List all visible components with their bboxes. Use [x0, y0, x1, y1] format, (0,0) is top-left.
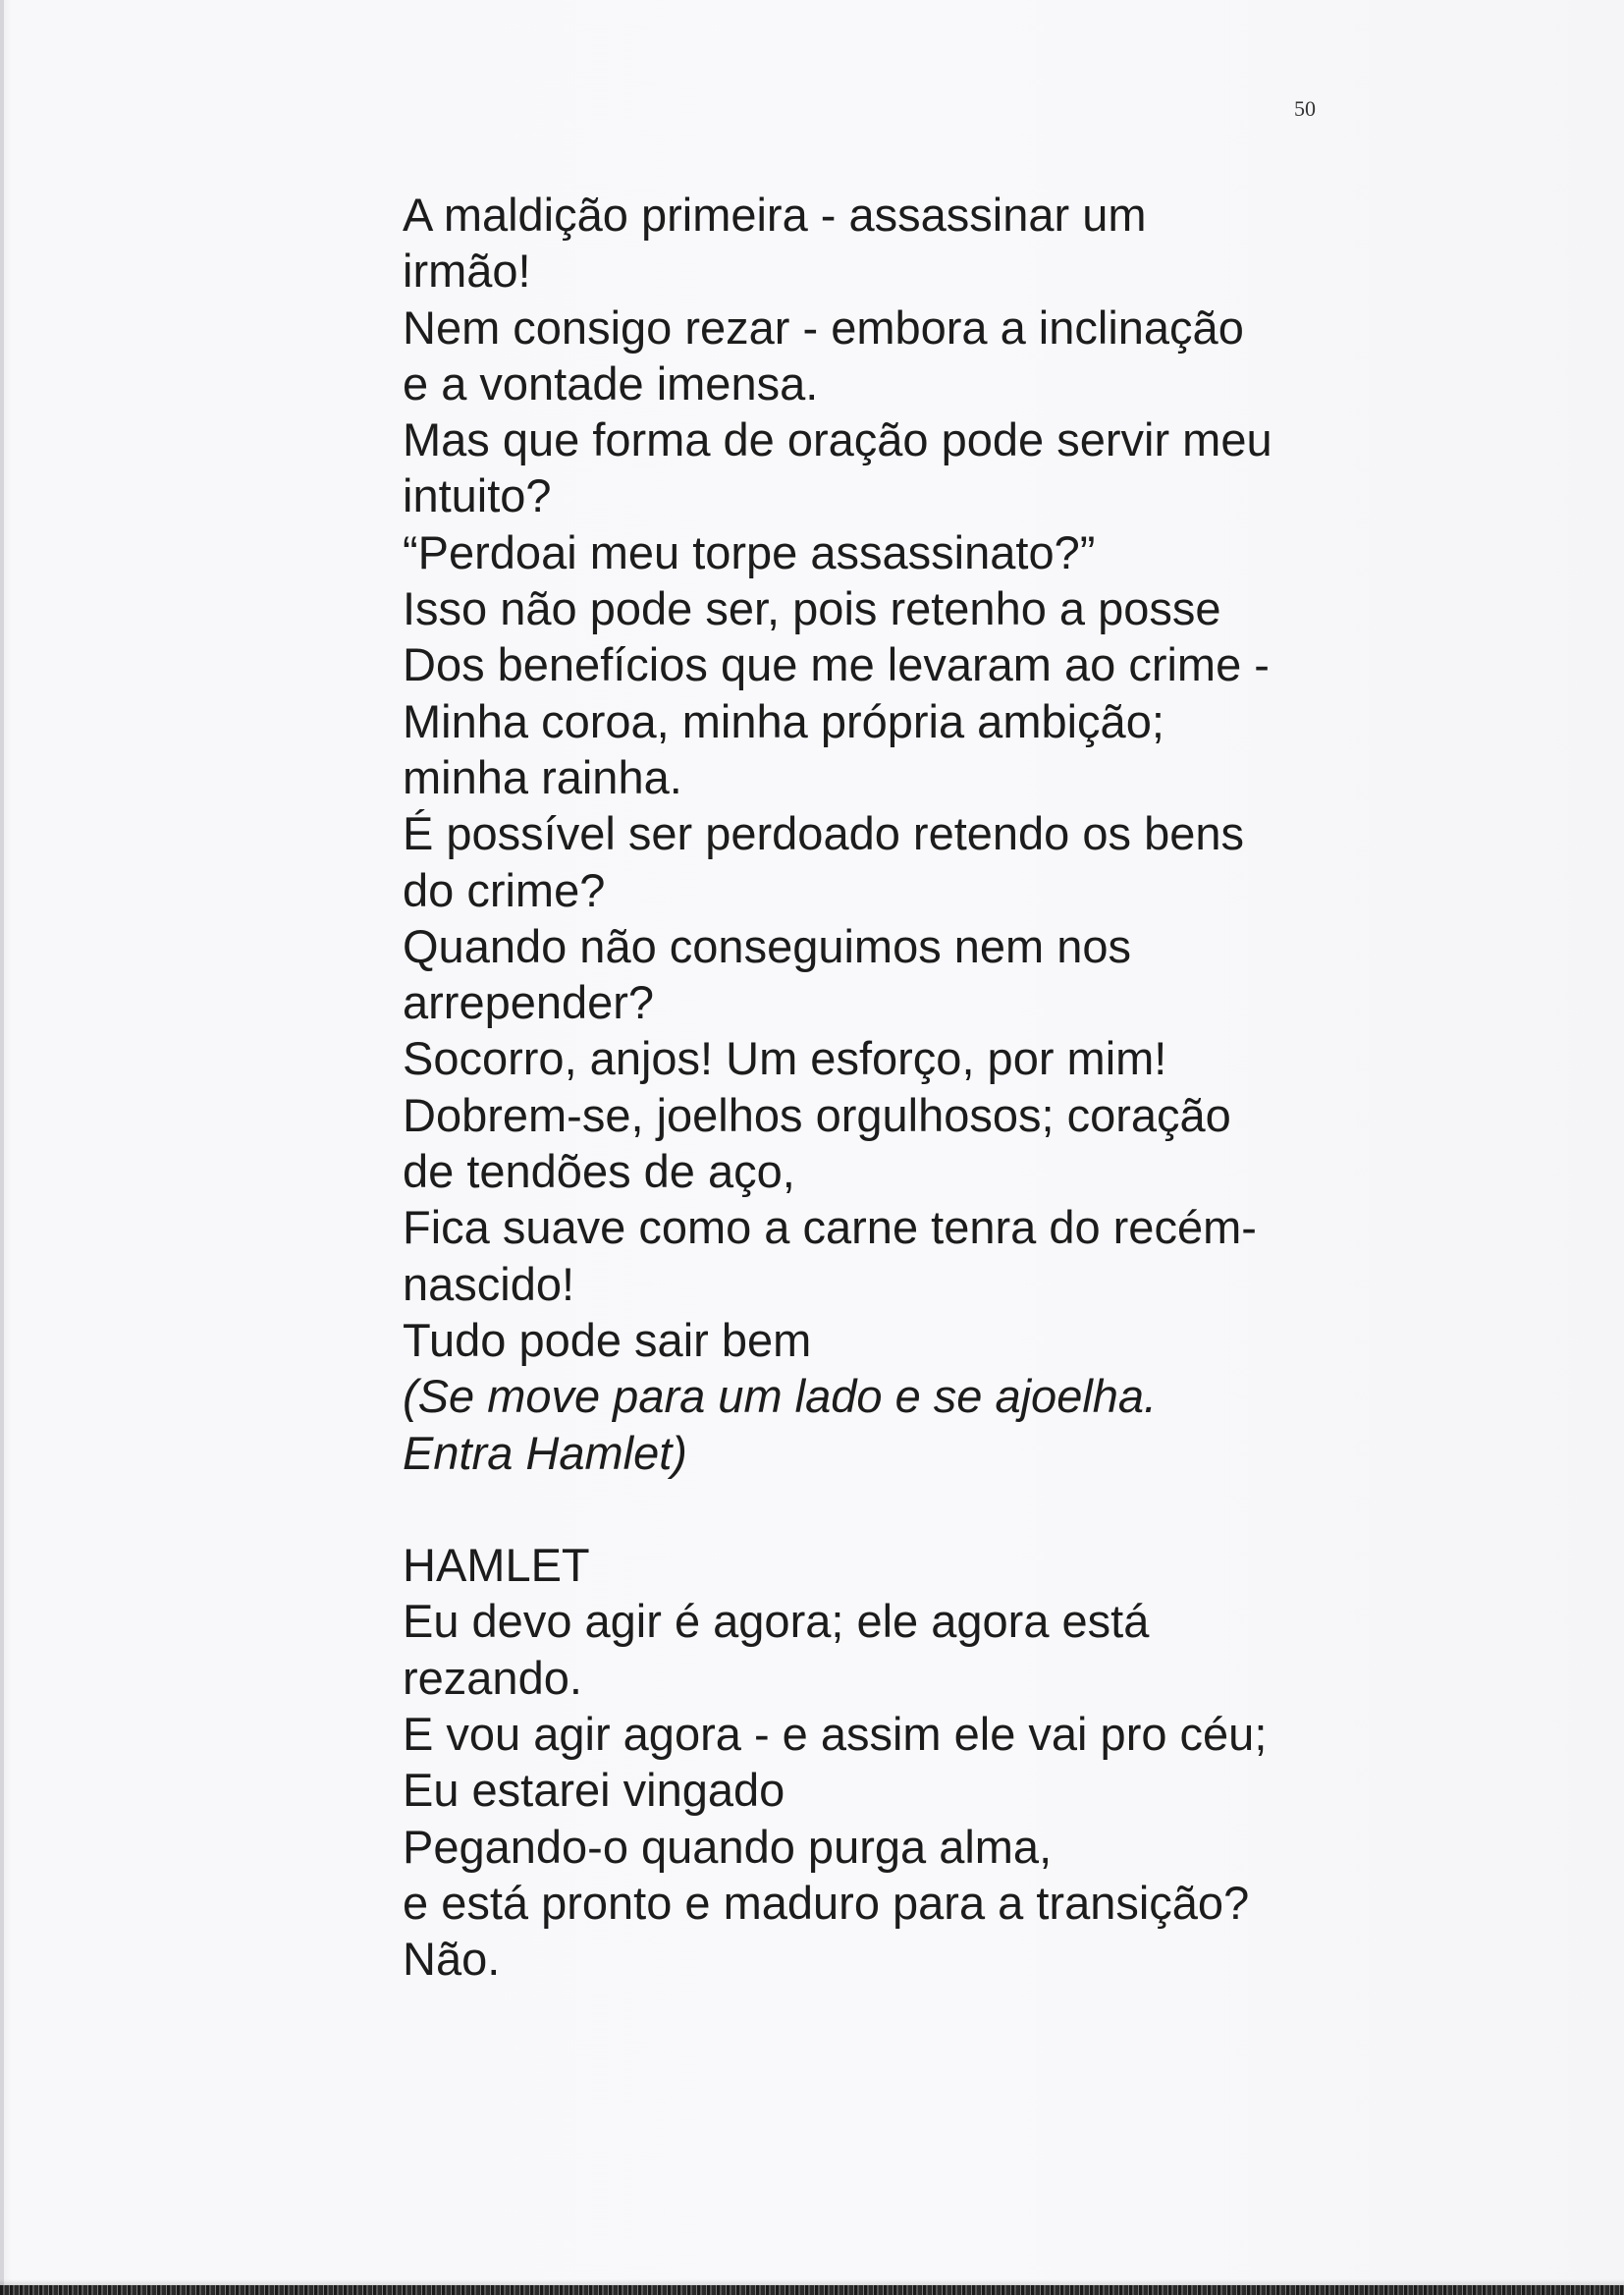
scan-bottom-edge: [0, 2285, 1624, 2295]
text-line: arrepender?: [403, 976, 655, 1029]
text-line: nascido!: [403, 1257, 575, 1310]
play-text: [403, 187, 1384, 1988]
text-line: de tendões de aço,: [403, 1145, 795, 1198]
stage-direction-line: (Se move para um lado e se ajoelha.: [403, 1370, 1158, 1423]
text-line: irmão!: [403, 245, 531, 298]
text-line: intuito?: [403, 469, 552, 522]
text-line: Nem consigo rezar - embora a inclinação: [403, 301, 1244, 354]
text-line: É possível ser perdoado retendo os bens: [403, 807, 1244, 860]
text-line: Dobrem-se, joelhos orgulhosos; coração: [403, 1088, 1231, 1141]
hamlet-line: rezando.: [403, 1651, 582, 1704]
text-line: Mas que forma de oração pode servir meu: [403, 413, 1272, 466]
text-line: “Perdoai meu torpe assassinato?”: [403, 525, 1096, 578]
hamlet-line: Pegando-o quando purga alma,: [403, 1820, 1053, 1873]
hamlet-line: E vou agir agora - e assim ele vai pro céu;: [403, 1708, 1268, 1761]
page-number: 50: [1294, 96, 1316, 121]
text-line: do crime?: [403, 863, 606, 916]
text-line: Quando não conseguimos nem nos: [403, 919, 1132, 972]
text-line: Fica suave como a carne tenra do recém-: [403, 1201, 1257, 1254]
speaker-name: HAMLET: [403, 1539, 590, 1592]
hamlet-line: Não.: [403, 1933, 501, 1986]
text-line: minha rainha.: [403, 750, 682, 803]
text-line: Dos benefícios que me levaram ao crime -: [403, 638, 1270, 691]
blank-line: [403, 1481, 1384, 1537]
hamlet-line: Eu estarei vingado: [403, 1764, 785, 1817]
text-line: Isso não pode ser, pois retenho a posse: [403, 582, 1221, 635]
text-line: e a vontade imensa.: [403, 356, 819, 410]
stage-direction-line: Entra Hamlet): [403, 1426, 687, 1479]
text-line: Minha coroa, minha própria ambição;: [403, 694, 1164, 747]
text-line: Socorro, anjos! Um esforço, por mim!: [403, 1032, 1167, 1085]
hamlet-line: e está pronto e maduro para a transição?: [403, 1876, 1250, 1929]
page-left-edge: [0, 0, 4, 2295]
hamlet-line: Eu devo agir é agora; ele agora está: [403, 1595, 1150, 1648]
text-line: A maldição primeira - assassinar um: [403, 189, 1147, 241]
text-line: Tudo pode sair bem: [403, 1313, 812, 1366]
